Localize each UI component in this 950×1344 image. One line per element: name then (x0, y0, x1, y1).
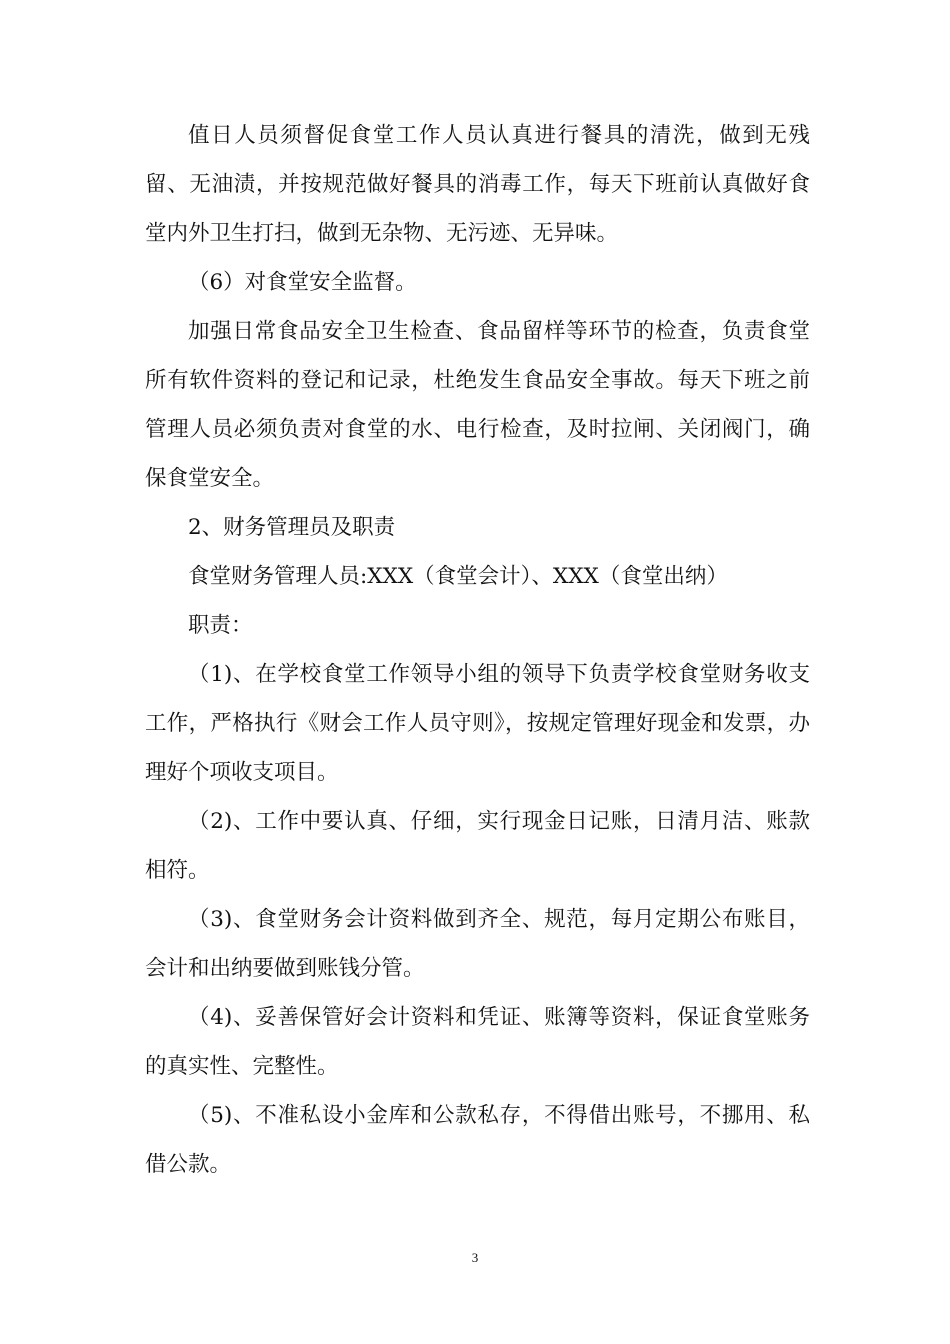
document-body (145, 111, 810, 1189)
paragraph-duty-1: （1)、在学校食堂工作领导小组的领导下负责学校食堂财务收支工作，严格执行《财会工作人员守则》，按规定管理好现金和发票，办理好个项收支项目。 (145, 662, 810, 785)
paragraph-heading-finance-manager: 2、财务管理员及职责 (188, 515, 396, 540)
paragraph-heading-safety-supervision: （6）对食堂安全监督。 (188, 270, 417, 295)
paragraph-duty-staff-cleaning: 值日人员须督促食堂工作人员认真进行餐具的清洗，做到无残留、无油渍，并按规范做好餐具的消毒工作，每天下班前认真做好食堂内外卫生打扫，做到无杂物、无污迹、无异味。 (145, 123, 810, 246)
paragraph-duty-2: （2)、工作中要认真、仔细，实行现金日记账，日清月洁、账款相符。 (145, 809, 810, 883)
paragraph-duty-5: （5)、不准私设小金库和公款私存，不得借出账号，不挪用、私借公款。 (145, 1103, 810, 1177)
paragraph-duty-3: （3)、食堂财务会计资料做到齐全、规范，每月定期公布账目，会计和出纳要做到账钱分管。 (145, 907, 810, 981)
paragraph-food-safety-inspection: 加强日常食品安全卫生检查、食品留样等环节的检查，负责食堂所有软件资料的登记和记录，杜绝发生食品安全事故。每天下班之前管理人员必须负责对食堂的水、电行检查，及时拉闸、关闭阀门，确保食堂安全。 (145, 319, 810, 491)
paragraph-finance-staff: 食堂财务管理人员:XXX（食堂会计）、XXX（食堂出纳） (188, 564, 728, 589)
page-number: 3 (471, 1250, 479, 1265)
paragraph-duty-4: （4)、妥善保管好会计资料和凭证、账簿等资料，保证食堂账务的真实性、完整性。 (145, 1005, 810, 1079)
paragraph-duties-label: 职责： (188, 613, 253, 638)
